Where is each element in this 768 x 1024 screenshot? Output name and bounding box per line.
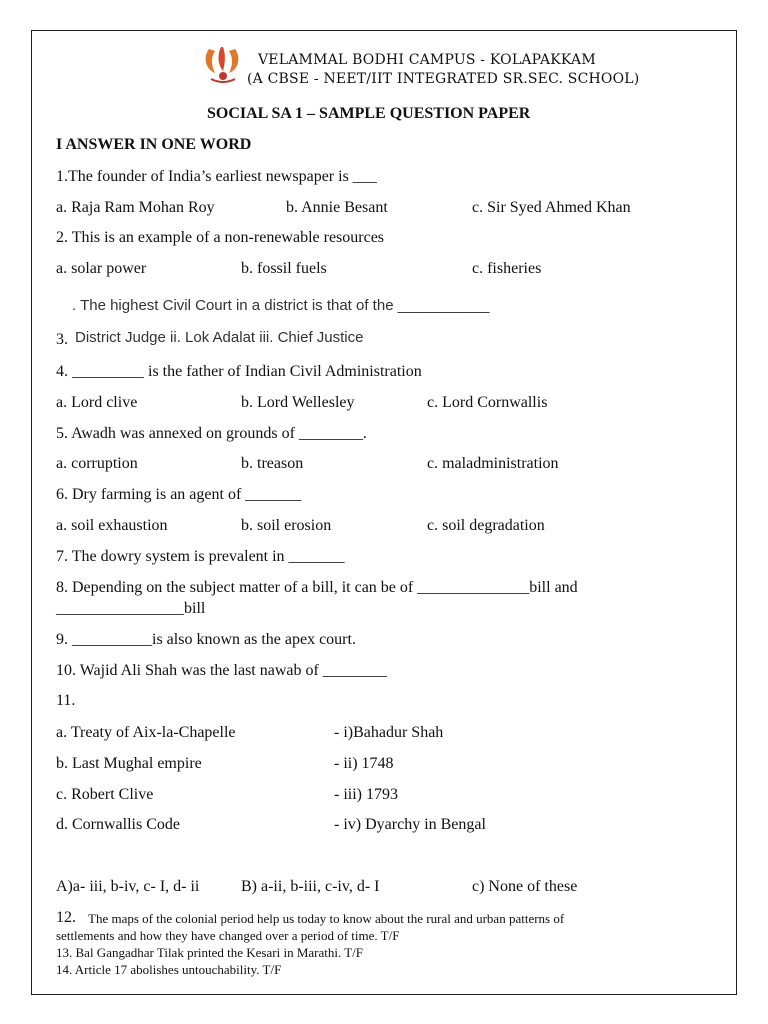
q11-right-iii: - iii) 1793 (334, 786, 398, 803)
q2-option-b: b. fossil fuels (241, 260, 327, 277)
school-name: VELAMMAL BODHI CAMPUS - KOLAPAKKAM (258, 52, 596, 68)
question-6: 6. Dry farming is an agent of _______ (56, 486, 302, 503)
q1-option-b: b. Annie Besant (286, 199, 388, 216)
school-logo (201, 43, 245, 83)
q11-right-i: - i)Bahadur Shah (334, 724, 444, 741)
question-8-line-1: 8. Depending on the subject matter of a bill, it can be of ______________bill and (56, 579, 578, 596)
question-3: . The highest Civil Court in a district is that of the ___________ (72, 297, 490, 314)
question-14: 14. Article 17 abolishes untouchability. T/F (56, 962, 282, 977)
q11-left-d: d. Cornwallis Code (56, 816, 180, 833)
q11-left-c: c. Robert Clive (56, 786, 154, 803)
q11-right-iv: - iv) Dyarchy in Bengal (334, 816, 486, 833)
q4-option-a: a. Lord clive (56, 394, 138, 411)
q4-option-c: c. Lord Cornwallis (427, 394, 548, 411)
q11-right-ii: - ii) 1748 (334, 755, 394, 772)
paper-title: SOCIAL SA 1 – SAMPLE QUESTION PAPER (207, 105, 531, 122)
q3-options: District Judge ii. Lok Adalat iii. Chief Justice (75, 329, 364, 346)
q1-option-c: c. Sir Syed Ahmed Khan (472, 199, 631, 216)
question-5: 5. Awadh was annexed on grounds of ________. (56, 425, 367, 442)
q6-option-c: c. soil degradation (427, 517, 545, 534)
section-title: I ANSWER IN ONE WORD (56, 136, 252, 153)
q4-option-b: b. Lord Wellesley (241, 394, 355, 411)
question-12-number: 12. (56, 909, 76, 926)
q11-answer-b: B) a-ii, b-iii, c-iv, d- I (241, 878, 380, 895)
q5-option-a: a. corruption (56, 455, 138, 472)
question-7: 7. The dowry system is prevalent in _______ (56, 548, 345, 565)
question-4: 4. _________ is the father of Indian Civil Administration (56, 363, 422, 380)
q11-left-b: b. Last Mughal empire (56, 755, 202, 772)
q11-answer-a: A)a- iii, b-iv, c- I, d- ii (56, 878, 200, 895)
q1-option-a: a. Raja Ram Mohan Roy (56, 199, 215, 216)
question-12-line-2: settlements and how they have changed over a period of time. T/F (56, 928, 400, 943)
q2-option-a: a. solar power (56, 260, 147, 277)
q5-option-b: b. treason (241, 455, 304, 472)
q11-answer-c: c) None of these (472, 878, 578, 895)
q3-number: 3. (56, 331, 68, 348)
school-subtitle: (A CBSE - NEET/IIT INTEGRATED SR.SEC. SCHOOL) (247, 71, 640, 87)
question-8-line-2: ________________bill (56, 600, 206, 617)
q5-option-c: c. maladministration (427, 455, 559, 472)
question-12-line-1: The maps of the colonial period help us today to know about the rural and urban patterns of (88, 911, 565, 926)
q11-left-a: a. Treaty of Aix-la-Chapelle (56, 724, 236, 741)
question-10: 10. Wajid Ali Shah was the last nawab of ________ (56, 662, 387, 679)
question-2: 2. This is an example of a non-renewable resources (56, 229, 385, 246)
question-13: 13. Bal Gangadhar Tilak printed the Kesari in Marathi. T/F (56, 945, 364, 960)
q6-option-b: b. soil erosion (241, 517, 332, 534)
question-9: 9. __________is also known as the apex court. (56, 631, 356, 648)
question-11-number: 11. (56, 692, 76, 709)
question-1: 1.The founder of India’s earliest newspaper is ___ (56, 168, 377, 185)
q2-option-c: c. fisheries (472, 260, 542, 277)
q6-option-a: a. soil exhaustion (56, 517, 168, 534)
